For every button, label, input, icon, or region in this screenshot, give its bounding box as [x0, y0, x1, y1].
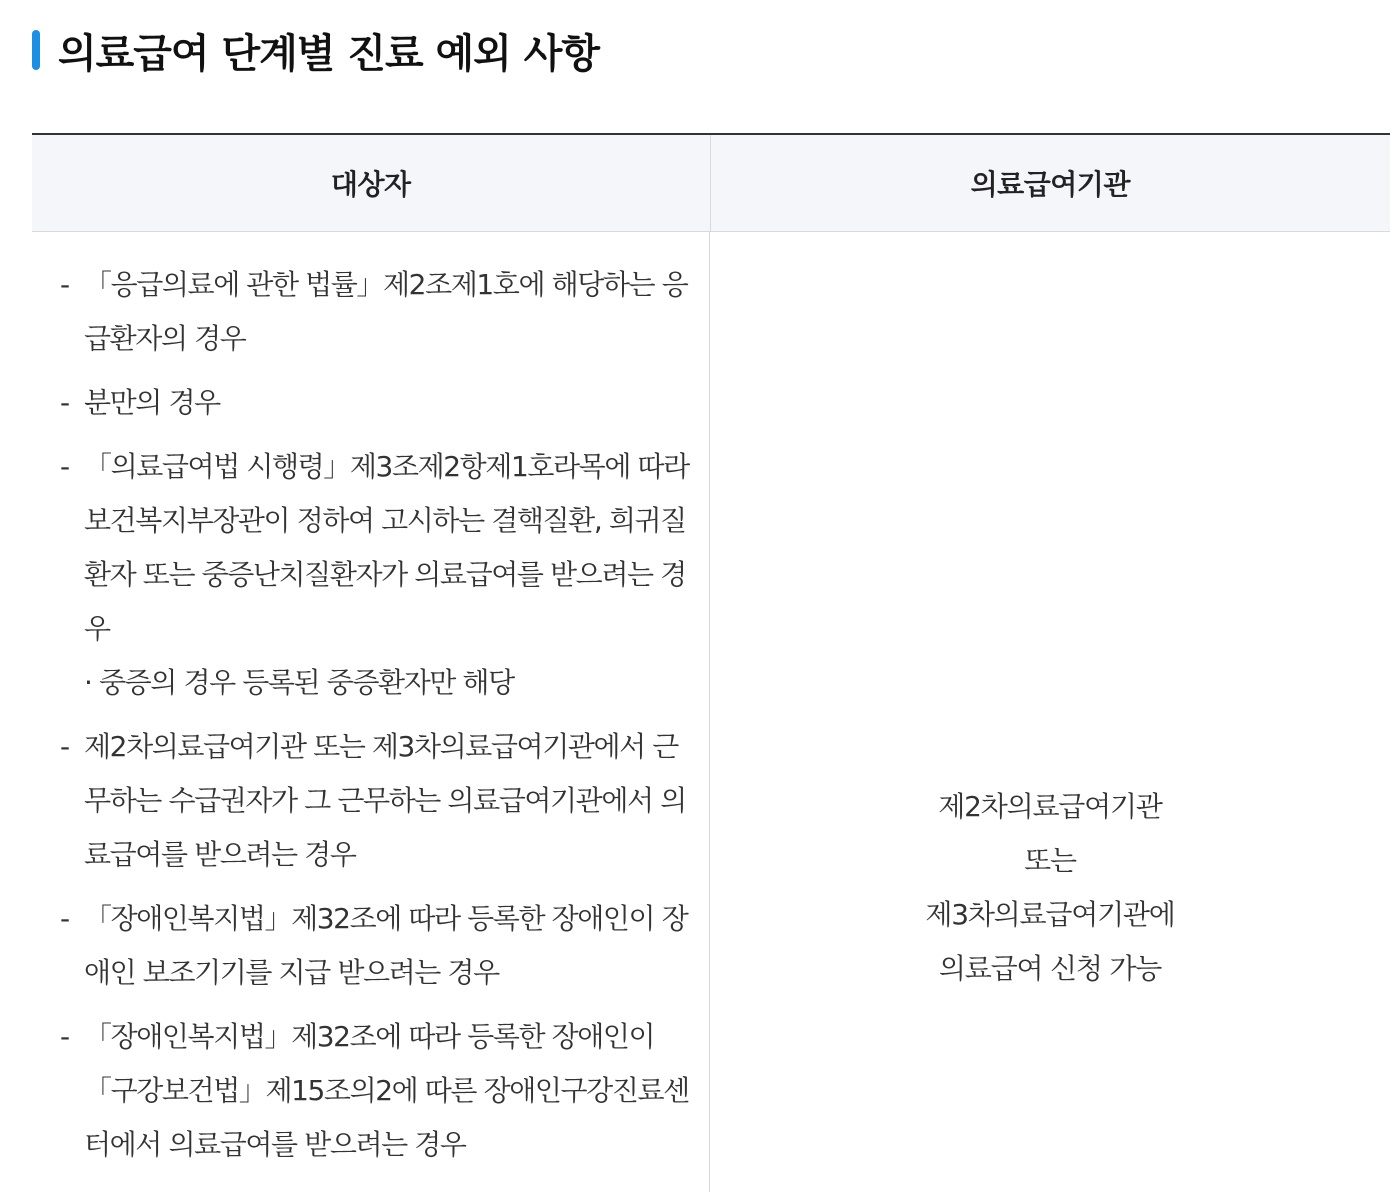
- institution-line: 또는: [1024, 844, 1076, 877]
- list-item-text: 「응급의료에 관한 법률」제2조제1호에 해당하는 응급환자의 경우: [84, 268, 688, 355]
- target-person-cell: [32, 232, 710, 1192]
- table-header-row: [32, 135, 1390, 232]
- header-medical-institution: 의료급여기관: [970, 168, 1130, 201]
- table-body-row: [32, 232, 1390, 1192]
- header-target-person: 대상자: [32, 135, 711, 231]
- list-item-text: 「의료급여법 시행령」제3조제2항제1호라목에 따라 보건복지부장관이 정하여 고시하는 결핵질환, 희귀질환자 또는 중증난치질환자가 의료급여를 받으려는 경우: [84, 450, 689, 645]
- list-bullet: -: [60, 268, 69, 301]
- list-item: [60, 892, 703, 1000]
- list-item-text: 「장애인복지법」제32조에 따라 등록한 장애인이 「구강보건법」제15조의2에 따른 장애인구강진료센터에서 의료급여를 받으려는 경우: [84, 1020, 689, 1161]
- list-item-text: 제2차의료급여기관 또는 제3차의료급여기관에서 근무하는 수급권자가 그 근무하는 의료급여기관에서 의료급여를 받으려는 경우: [84, 730, 686, 871]
- heading-accent-bar: [32, 30, 40, 70]
- list-item: [60, 258, 703, 366]
- exception-table: [32, 133, 1390, 1192]
- list-item-text: 「장애인복지법」제32조에 따라 등록한 장애인이 장애인 보조기기를 지급 받으려는 경우: [84, 902, 688, 989]
- page-heading: [32, 22, 599, 78]
- list-bullet: -: [60, 450, 69, 483]
- medical-institution-cell: [710, 232, 1390, 1192]
- severe-case-note: · 중증의 경우 등록된 중증환자만 해당: [84, 666, 514, 699]
- list-item: [60, 376, 703, 430]
- institution-line: 제3차의료급여기관에: [925, 898, 1175, 931]
- list-item: [60, 1010, 703, 1172]
- list-item: [60, 720, 703, 882]
- list-item-text: 분만의 경우: [84, 386, 220, 419]
- list-bullet: -: [60, 1020, 69, 1053]
- list-bullet: -: [60, 730, 69, 763]
- page-title: 의료급여 단계별 진료 예외 사항: [58, 30, 600, 77]
- list-bullet: -: [60, 386, 69, 419]
- institution-line: 제2차의료급여기관: [938, 790, 1162, 823]
- list-item: [60, 440, 703, 656]
- list-bullet: -: [60, 902, 69, 935]
- institution-line: 의료급여 신청 가능: [938, 952, 1162, 985]
